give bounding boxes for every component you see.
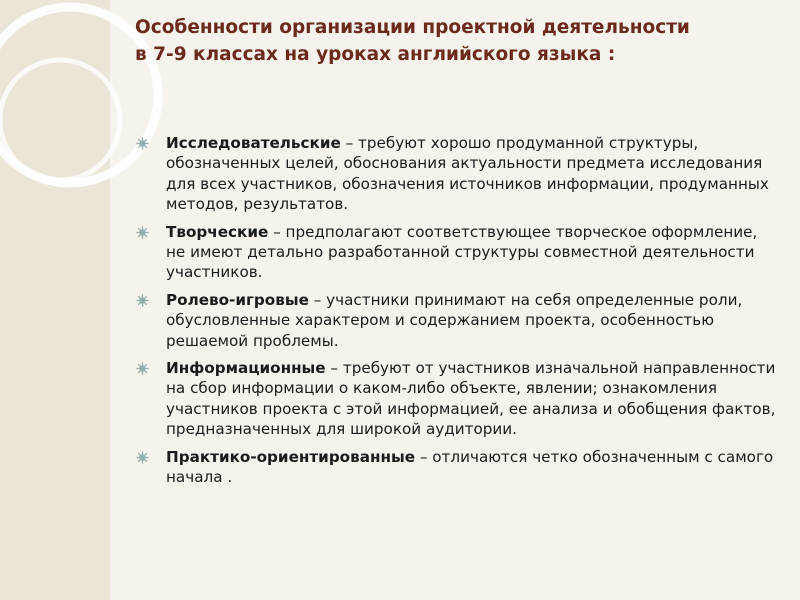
teal-starburst-icon [136, 226, 149, 239]
bullet-item [136, 447, 776, 488]
teal-starburst-icon [136, 137, 149, 150]
bullet-text: – требуют хорошо продуманной структуры, обозначенных целей, обоснования актуальности предмета исследования для всех участников, обозначения источников информации, продуманных методов, результатов. [166, 134, 769, 214]
bullet-item [136, 358, 776, 440]
bullet-list [136, 133, 776, 495]
teal-starburst-icon [136, 362, 149, 375]
bullet-text: – участники принимают на себя определенные роли, обусловленные характером и содержанием проекта, особенностью решаемой проблемы. [166, 290, 743, 350]
bullet-term: Информационные [166, 359, 326, 378]
slide-title: Особенности организации проектной деятельности в 7-9 классах на уроках английского языка : [135, 17, 690, 65]
teal-starburst-icon [136, 451, 149, 464]
teal-starburst-icon [136, 294, 149, 307]
bullet-text: – отличаются четко обозначенным с самого начала . [166, 447, 774, 487]
bullet-item [136, 133, 776, 215]
bullet-item [136, 222, 776, 283]
bullet-term: Практико-ориентированные [166, 447, 415, 466]
bullet-item [136, 290, 776, 351]
bullet-term: Ролево-игровые [166, 290, 309, 309]
bullet-term: Исследовательские [166, 134, 341, 152]
bullet-term: Творческие [166, 222, 269, 241]
decorative-ring-small [0, 60, 120, 180]
bullet-text: – предполагают соответствующее творческое оформление, не имеют детально разработанной структуры совместной деятельности участников. [166, 222, 758, 282]
bullet-text: – требуют от участников изначальной направленности на сбор информации о каком-либо объекте, явлении; ознакомления участников проекта с этой информацией, ее анализа и обобщения фактов, предназначенных для широкой аудитории. [166, 359, 776, 439]
